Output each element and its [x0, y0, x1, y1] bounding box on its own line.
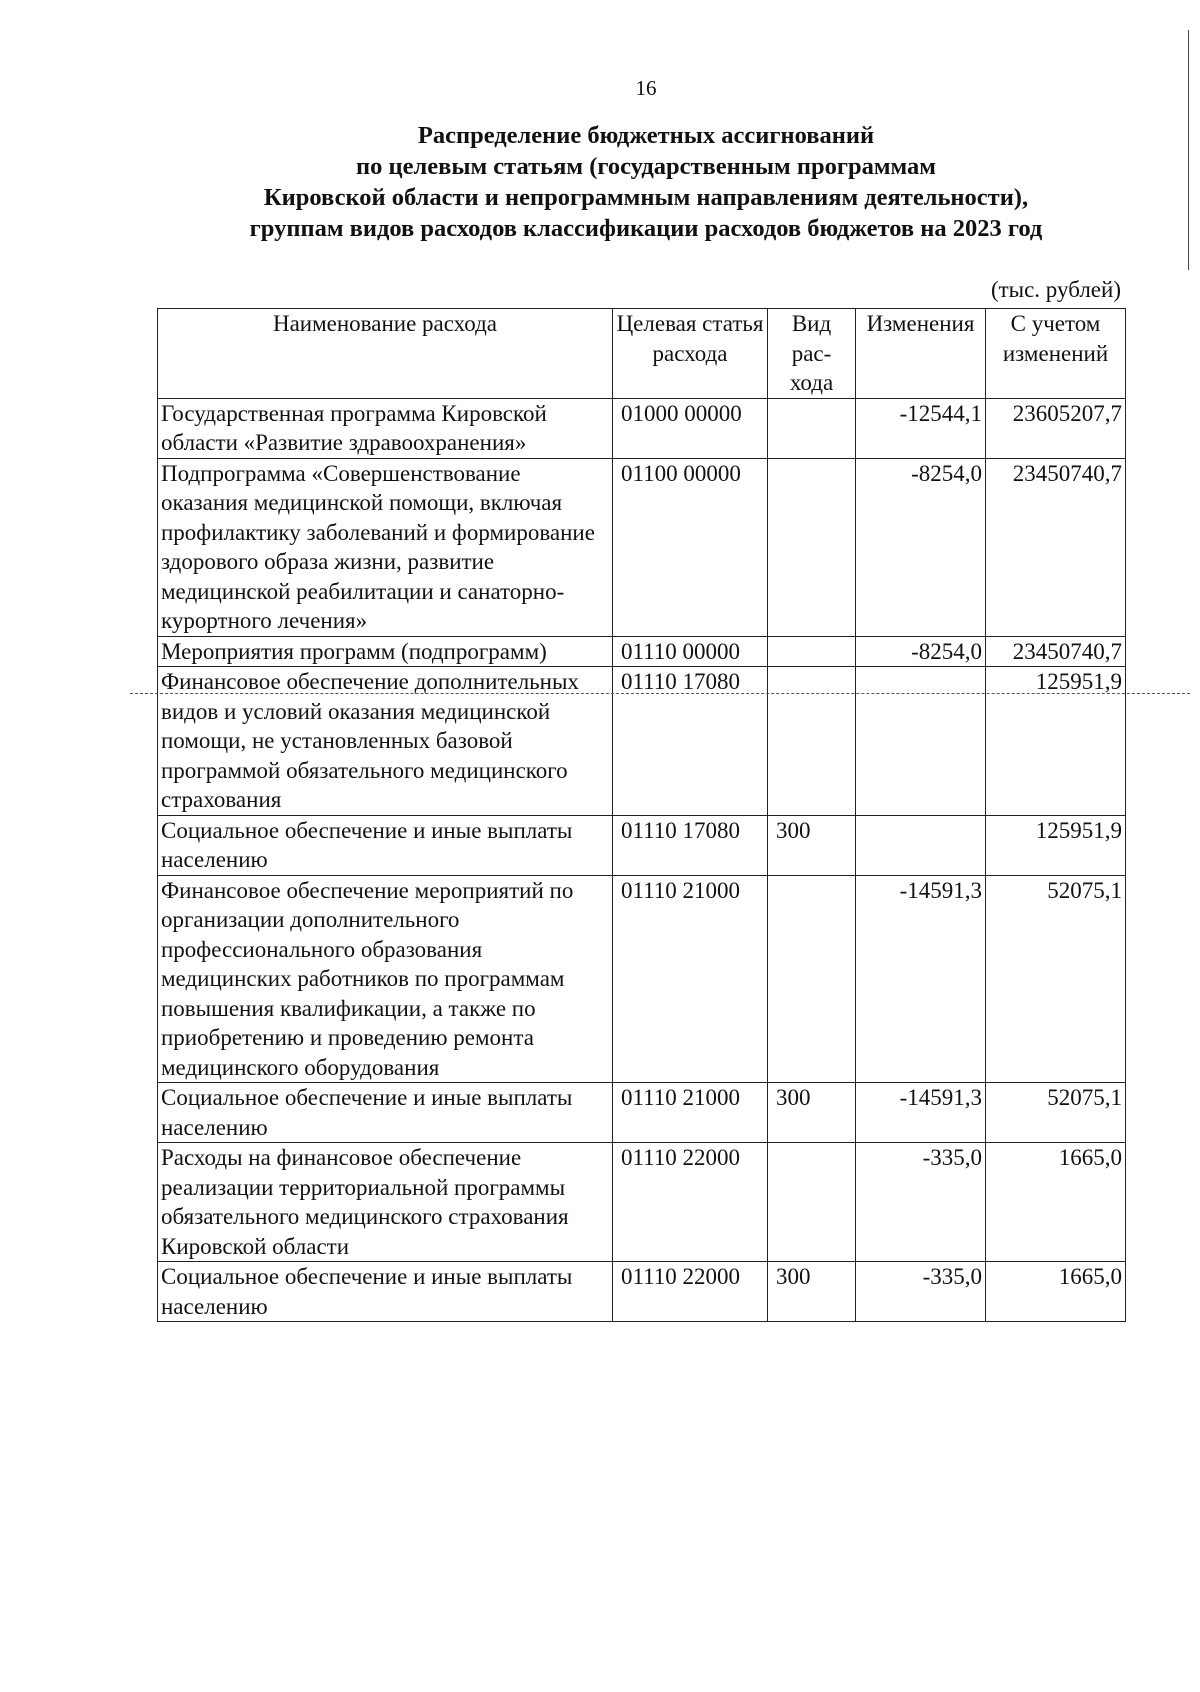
change-value: -8254,0 — [856, 636, 986, 667]
expense-name: Подпрограмма «Совершенствование оказания медицинской помощи, включая профилактику заболеваний и формирование здорового образа жизни, развитие медицинской реабилитации и санаторно-курортного лечения» — [158, 458, 613, 636]
total-value: 52075,1 — [986, 1083, 1126, 1143]
page-number: 16 — [635, 76, 657, 100]
dashed-cut-line — [130, 693, 1190, 694]
table-header-row — [158, 309, 1126, 399]
change-value: -12544,1 — [856, 398, 986, 458]
header-name: Наименование расхода — [158, 309, 613, 399]
expense-kind: 300 — [768, 1083, 856, 1143]
expense-name: Социальное обеспечение и иные выплаты населению — [158, 1083, 613, 1143]
header-kind: Вид рас-хода — [768, 309, 856, 399]
target-code: 01110 21000 — [613, 1083, 768, 1143]
total-value: 125951,9 — [986, 815, 1126, 875]
expense-kind — [768, 667, 856, 816]
document-title — [120, 120, 1172, 244]
expense-kind — [768, 875, 856, 1083]
header-change: Изменения — [856, 309, 986, 399]
total-value: 52075,1 — [986, 875, 1126, 1083]
table-row — [158, 458, 1126, 636]
table-row — [158, 1083, 1126, 1143]
target-code: 01110 22000 — [613, 1143, 768, 1262]
total-value: 23605207,7 — [986, 398, 1126, 458]
expense-name: Социальное обеспечение и иные выплаты населению — [158, 815, 613, 875]
scan-edge-line — [1188, 30, 1189, 270]
table-row — [158, 815, 1126, 875]
change-value: -335,0 — [856, 1143, 986, 1262]
table-row — [158, 1143, 1126, 1262]
change-value: -14591,3 — [856, 1083, 986, 1143]
total-value: 125951,9 — [986, 667, 1126, 816]
table-row — [158, 1262, 1126, 1322]
budget-table — [157, 308, 1126, 1322]
total-value: 1665,0 — [986, 1262, 1126, 1322]
expense-kind — [768, 636, 856, 667]
expense-kind — [768, 398, 856, 458]
target-code: 01100 00000 — [613, 458, 768, 636]
header-code: Целевая статья расхода — [613, 309, 768, 399]
target-code: 01000 00000 — [613, 398, 768, 458]
total-value: 23450740,7 — [986, 458, 1126, 636]
table-row — [158, 875, 1126, 1083]
change-value: -8254,0 — [856, 458, 986, 636]
expense-kind — [768, 458, 856, 636]
table-row — [158, 667, 1126, 816]
header-total: С учетом изменений — [986, 309, 1126, 399]
expense-name: Расходы на финансовое обеспечение реализации территориальной программы обязательного медицинского страхования Кировской области — [158, 1143, 613, 1262]
table-row — [158, 636, 1126, 667]
target-code: 01110 00000 — [613, 636, 768, 667]
total-value: 1665,0 — [986, 1143, 1126, 1262]
title-line: по целевым статьям (государственным программам — [356, 153, 936, 180]
expense-name: Финансовое обеспечение мероприятий по организации дополнительного профессионального образования медицинских работников по программам повышения квалификации, а также по приобретению и проведению ремонта медицинского оборудования — [158, 875, 613, 1083]
change-value — [856, 667, 986, 816]
expense-kind: 300 — [768, 1262, 856, 1322]
expense-kind: 300 — [768, 815, 856, 875]
expense-name: Социальное обеспечение и иные выплаты населению — [158, 1262, 613, 1322]
target-code: 01110 17080 — [613, 815, 768, 875]
title-line: Кировской области и непрограммным направлениям деятельности), — [263, 184, 1029, 211]
title-line: группам видов расходов классификации расходов бюджетов на 2023 год — [249, 215, 1043, 242]
change-value: -335,0 — [856, 1262, 986, 1322]
expense-name: Государственная программа Кировской области «Развитие здравоохранения» — [158, 398, 613, 458]
change-value — [856, 815, 986, 875]
expense-name: Мероприятия программ (подпрограмм) — [158, 636, 613, 667]
total-value: 23450740,7 — [986, 636, 1126, 667]
target-code: 01110 17080 — [613, 667, 768, 816]
expense-kind — [768, 1143, 856, 1262]
change-value: -14591,3 — [856, 875, 986, 1083]
target-code: 01110 21000 — [613, 875, 768, 1083]
units-label: (тыс. рублей) — [990, 277, 1121, 302]
table-row — [158, 398, 1126, 458]
title-line: Распределение бюджетных ассигнований — [417, 122, 875, 149]
target-code: 01110 22000 — [613, 1262, 768, 1322]
expense-name: Финансовое обеспечение дополнительных видов и условий оказания медицинской помощи, не установленных базовой программой обязательного медицинского страхования — [158, 667, 613, 816]
